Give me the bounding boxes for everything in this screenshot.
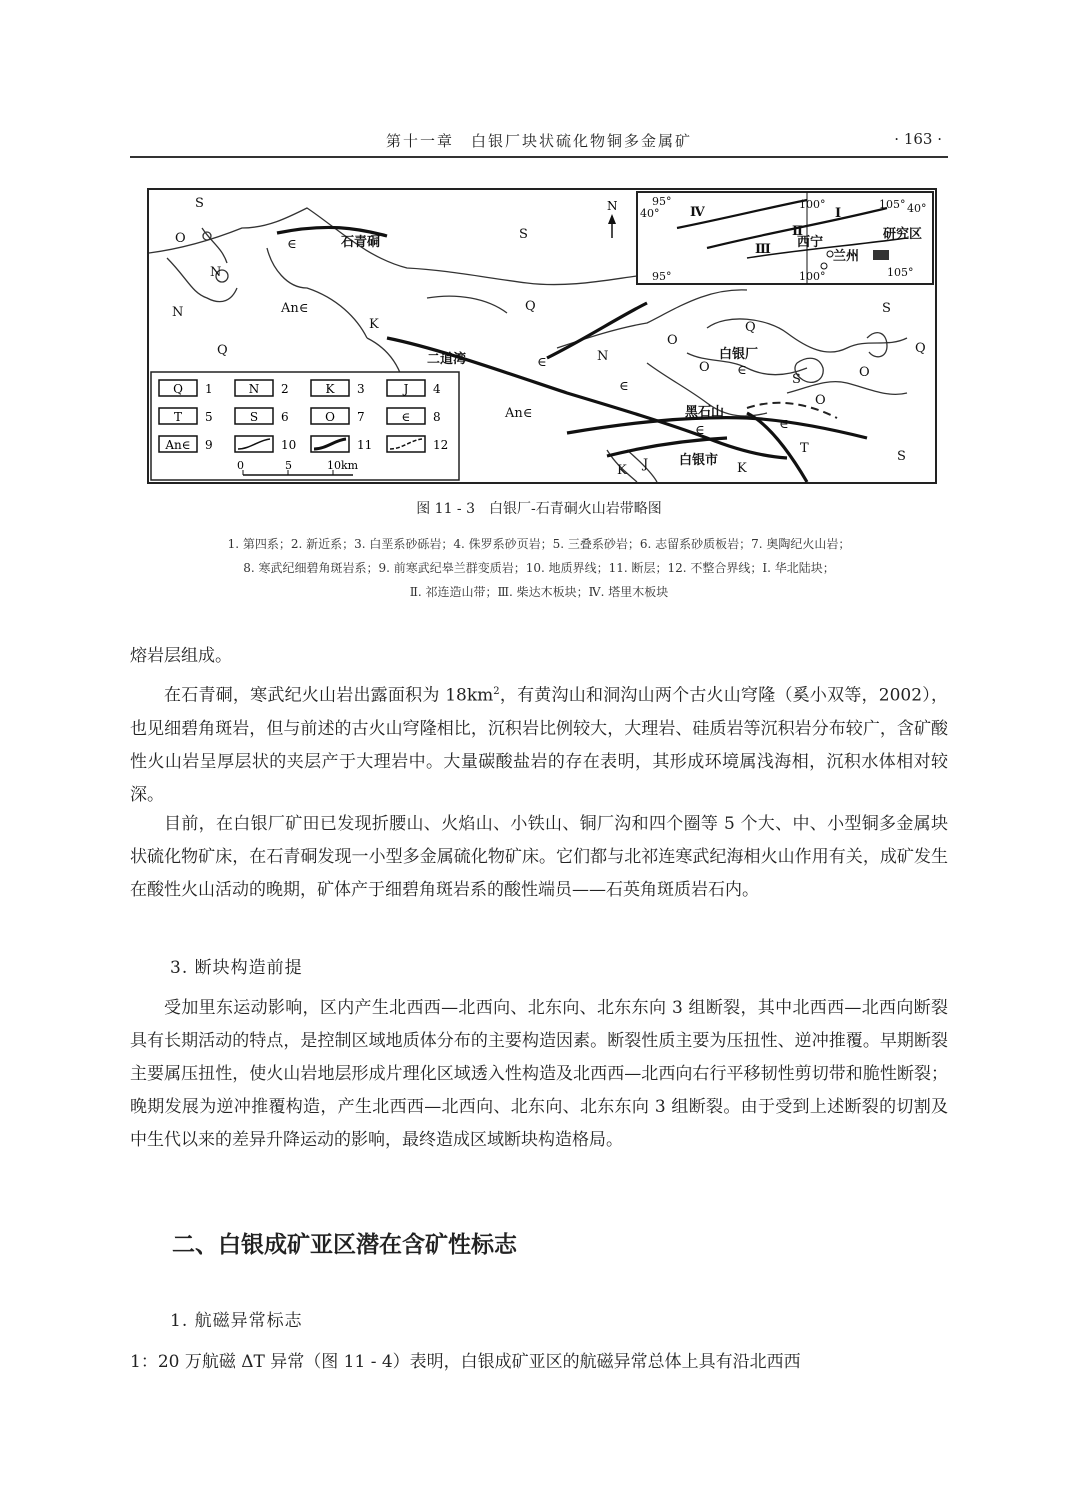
- label-o-2: O: [667, 333, 678, 348]
- label-o-5: O: [815, 393, 826, 408]
- legend-number: 1: [205, 382, 213, 396]
- figure-note-line: Ⅱ. 祁连造山带；Ⅲ. 柴达木板块；Ⅳ. 塔里木板块: [409, 585, 669, 599]
- section-heading: 二、白银成矿亚区潜在含矿性标志: [172, 1232, 517, 1258]
- inset-lon-105-b: 105°: [887, 266, 914, 279]
- figure-note-line: 8. 寒武纪细碧角斑岩系；9. 前寒武纪皋兰群变质岩；10. 地质界线；11. 断层；12. 不整合界线；Ⅰ. 华北陆块；: [243, 561, 835, 575]
- label-cambrian-6: ∈: [779, 417, 789, 432]
- inset-lat-40: 40°: [640, 207, 660, 220]
- subheading-fault-block: 3. 断块构造前提: [170, 958, 303, 978]
- legend-number: 4: [433, 382, 441, 396]
- inset-block-iii: Ⅲ: [755, 242, 771, 257]
- inset-lon-95: 95°: [652, 195, 672, 208]
- label-q: Q: [217, 343, 228, 358]
- label-q-3: Q: [745, 320, 756, 335]
- paragraph-0: 熔岩层组成。: [130, 646, 232, 666]
- label-s-4: S: [897, 449, 906, 464]
- inset-lanzhou: 兰州: [833, 249, 860, 264]
- legend-symbol: ∈: [401, 410, 411, 424]
- label-q-4: Q: [915, 341, 926, 356]
- label-o-3: O: [699, 360, 710, 375]
- place-heishishan: 黑石山: [685, 405, 725, 420]
- running-header: [130, 128, 948, 158]
- geologic-map-figure: [147, 188, 937, 484]
- legend-symbol: T: [173, 410, 183, 424]
- legend-symbol: Q: [173, 382, 183, 396]
- label-s-5: S: [792, 372, 801, 387]
- label-k-3: K: [737, 461, 747, 476]
- paragraph-4: 1：20 万航磁 ΔT 异常（图 11 - 4）表明，白银成矿亚区的航磁异常总体上具有沿北西西: [130, 1352, 801, 1372]
- legend-symbol: J: [403, 382, 409, 396]
- inset-lat-40-2: 40°: [907, 202, 927, 215]
- paragraph-3: 受加里东运动影响，区内产生北西西—北西向、北东向、北东东向 3 组断裂，其中北西西—北西向断裂具有长期活动的特点，是控制区域地质体分布的主要构造因素。断裂性质主要为压扭性、逆冲推覆。早期断裂主要属压扭性，使火山岩地层形成片理化区域透入性构造及北西西—北西向右行平移韧性剪切带和脆性断裂；晚期发展为逆冲推覆构造，产生北西西—北西向、北东向、北东东向 3 组断裂。由于受到上述断裂的切割及中生代以来的差异升降运动的影响，最终造成区域断块构造格局。: [130, 998, 948, 1150]
- svg-text:N: N: [607, 199, 618, 213]
- place-shiqingdong: 石青硐: [341, 235, 381, 250]
- label-cambrian-3: ∈: [619, 379, 629, 394]
- figure-note-line: 1. 第四系；2. 新近系；3. 白垩系砂砾岩；4. 侏罗系砂页岩；5. 三叠系砂岩；6. 志留系砂质板岩；7. 奥陶纪火山岩；: [227, 537, 851, 551]
- label-cambrian-2: ∈: [537, 355, 547, 370]
- legend-number: 12: [433, 438, 449, 452]
- inset-location-map: [637, 192, 933, 284]
- label-k: K: [369, 317, 379, 332]
- legend-symbol: O: [325, 410, 335, 424]
- legend-symbol: An∈: [165, 438, 191, 452]
- label-cambrian-4: ∈: [737, 363, 747, 378]
- inset-lon-105: 105°: [879, 198, 906, 211]
- subheading-aeromagnetic: 1. 航磁异常标志: [170, 1311, 303, 1331]
- label-q-2: Q: [525, 299, 536, 314]
- inset-block-ii: Ⅱ: [792, 224, 803, 239]
- label-j: J: [643, 457, 649, 472]
- legend-symbol: N: [248, 382, 260, 396]
- label-n: N: [210, 265, 222, 280]
- figure-notes: [130, 532, 948, 604]
- paragraph-1-start: 在石青硐，寒武纪火山岩出露面积为 18km: [164, 685, 494, 706]
- legend-number: 3: [357, 382, 365, 396]
- label-t: T: [800, 441, 809, 456]
- place-erdaowan: 二道湾: [427, 352, 467, 367]
- legend-symbol: S: [249, 410, 259, 424]
- label-o-4: O: [859, 365, 870, 380]
- study-area-marker: [873, 250, 889, 260]
- superscript: 2: [493, 686, 500, 697]
- legend-number: 6: [281, 410, 289, 424]
- place-baiyinchang: 白银厂: [719, 347, 759, 362]
- page-number: · 163 ·: [894, 130, 942, 148]
- svg-text:5: 5: [285, 459, 292, 472]
- label-s: S: [195, 196, 204, 211]
- label-cambrian: ∈: [287, 237, 297, 252]
- inset-study-area: 研究区: [883, 227, 923, 242]
- label-s-3: S: [882, 301, 891, 316]
- legend-number: 8: [433, 410, 441, 424]
- legend-number: 9: [205, 438, 213, 452]
- label-an-cambrian: An∈: [281, 301, 309, 316]
- label-cambrian-5: ∈: [695, 423, 705, 438]
- chapter-title: 第十一章 白银厂块状硫化物铜多金属矿: [385, 132, 692, 150]
- legend-number: 11: [357, 438, 373, 452]
- place-baiyinshi: 白银市: [679, 453, 719, 468]
- label-k-2: K: [617, 463, 627, 478]
- paragraph-2: 目前，在白银厂矿田已发现折腰山、火焰山、小铁山、铜厂沟和四个圈等 5 个大、中、小型铜多金属块状硫化物矿床，在石青硐发现一小型多金属硫化物矿床。它们都与北祁连寒武纪海相火山作用有关，成矿发生在酸性火山活动的晚期，矿体产于细碧角斑岩系的酸性端员——石英角斑质岩石内。: [130, 814, 948, 900]
- paragraph-1-rest: ，有黄沟山和洞沟山两个古火山穹隆（奚小双等，2002），也见细碧角斑岩，但与前述的古火山穹隆相比，沉积岩比例较大，大理岩、硅质岩等沉积岩分布较广，含矿酸性火山岩呈厚层状的夹层产于大理岩中。大量碳酸盐岩的存在表明，其形成环境属浅海相，沉积水体相对较深。: [130, 685, 948, 805]
- inset-block-i: Ⅰ: [835, 206, 842, 221]
- label-s-2: S: [519, 227, 528, 242]
- legend-number: 5: [205, 410, 213, 424]
- inset-lon-95-b: 95°: [652, 270, 672, 283]
- legend-number: 7: [357, 410, 365, 424]
- label-n-3: N: [597, 349, 609, 364]
- inset-lon-100: 100°: [799, 198, 826, 211]
- legend-number: 10: [281, 438, 297, 452]
- svg-text:10km: 10km: [327, 459, 359, 472]
- paragraph-1: [130, 675, 948, 812]
- figure-caption: 图 11 - 3 白银厂-石青硐火山岩带略图: [416, 501, 662, 517]
- label-n-2: N: [172, 305, 184, 320]
- inset-block-iv: Ⅳ: [690, 205, 705, 220]
- inset-xining: 西宁: [797, 235, 824, 250]
- label-an-cambrian-2: An∈: [505, 406, 533, 421]
- label-o: O: [175, 231, 186, 246]
- legend-number: 2: [281, 382, 289, 396]
- svg-text:0: 0: [237, 459, 244, 472]
- inset-lon-100-b: 100°: [799, 270, 826, 283]
- legend-symbol: K: [325, 382, 335, 396]
